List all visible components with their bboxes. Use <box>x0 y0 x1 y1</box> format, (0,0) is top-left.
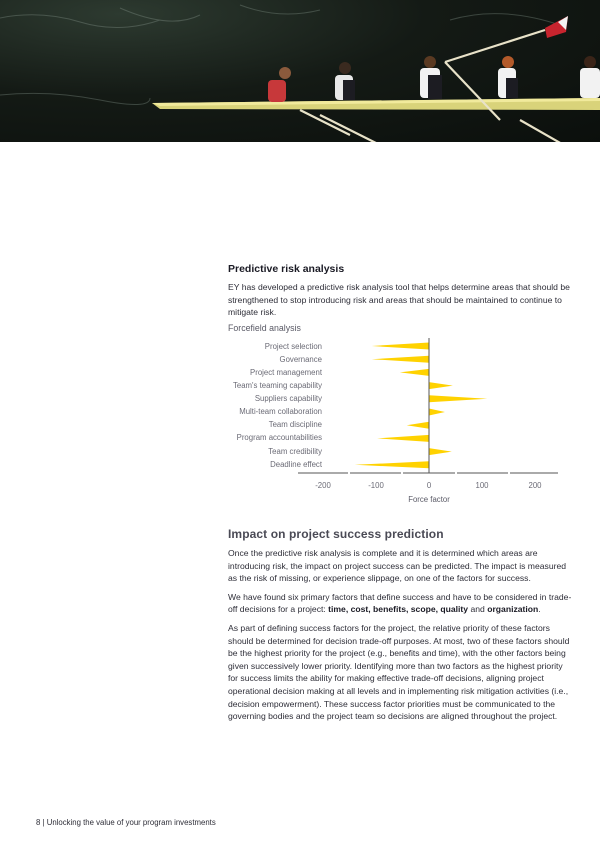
force-bar <box>372 343 429 350</box>
factor-bold: organization <box>487 604 539 615</box>
paragraph-1: Once the predictive risk analysis is complete and it is determined which areas are introducing risk, the impact on project success can be predicted. The impact is measured as the risk of missing, or experience slippage, on one of the factors for success. <box>228 548 567 584</box>
x-tick: 0 <box>426 481 432 490</box>
impact-section <box>228 527 574 723</box>
category-label: Team discipline <box>268 420 322 429</box>
force-bar <box>429 395 487 402</box>
force-bar <box>407 422 429 429</box>
section-heading: Impact on project success prediction <box>228 527 444 541</box>
footer-separator: | <box>40 818 47 827</box>
document-title: Unlocking the value of your program investments <box>46 818 216 827</box>
category-label: Deadline effect <box>270 460 322 469</box>
x-tick: -100 <box>368 481 384 490</box>
factors-bold: time, cost, benefits, scope, quality <box>328 604 469 615</box>
hero-photo <box>0 0 600 142</box>
force-bar <box>429 382 453 389</box>
text-span: . <box>538 604 541 615</box>
x-tick: -200 <box>315 481 331 490</box>
category-label: Program accountabilities <box>236 433 322 442</box>
text-span: and <box>468 604 488 615</box>
category-label: Suppliers capability <box>254 394 322 403</box>
category-label: Project management <box>250 368 322 377</box>
category-label: Team's teaming capability <box>232 381 322 390</box>
category-label: Governance <box>279 355 322 364</box>
category-label: Project selection <box>264 342 322 351</box>
chart-plot-area <box>228 323 558 483</box>
rowing-crew-image <box>0 0 600 142</box>
paragraph-2 <box>228 591 574 616</box>
section-heading: Predictive risk analysis <box>228 263 345 275</box>
category-label: Multi-team collaboration <box>239 407 322 416</box>
text-span: We have found six primary factors that define success and have to be considered in trade-off decisions for a project: <box>228 591 572 615</box>
force-bar <box>372 356 429 363</box>
force-bar <box>377 435 429 442</box>
forcefield-chart <box>228 323 558 508</box>
chart-title: Forcefield analysis <box>228 323 301 333</box>
force-bar <box>355 461 429 468</box>
force-bar <box>429 448 452 455</box>
x-tick: 100 <box>475 481 489 490</box>
force-bar <box>429 409 445 416</box>
category-label: Team credibility <box>268 447 322 456</box>
page-footer <box>36 818 216 827</box>
x-axis-label: Force factor <box>408 495 450 504</box>
predictive-risk-section <box>228 263 574 319</box>
page-number: 8 <box>36 818 41 827</box>
force-bar <box>400 369 429 376</box>
paragraph-3: As part of defining success factors for the project, the relative priority of these factors should be determined for decision trade-off purposes. At most, two of these factors should be the highest priority for the project (e.g., benefits and time), with the other factors being given successively lower priority. Identifying more than two factors as the highest priority for success limits the ability for making effective trade-off decisions, aligning project operational decision making at all levels and in implementing risk mitigation activities (i.e., decision empowerment). These success factor priorities must be communicated to the governing bodies and the project team so decisions are aligned throughout the project. <box>228 622 570 722</box>
x-tick: 200 <box>528 481 542 490</box>
section-paragraph: EY has developed a predictive risk analysis tool that helps determine areas that should be strengthened to stop introducing risk and areas that should be maintained to continue to mitigate risk. <box>228 282 570 318</box>
